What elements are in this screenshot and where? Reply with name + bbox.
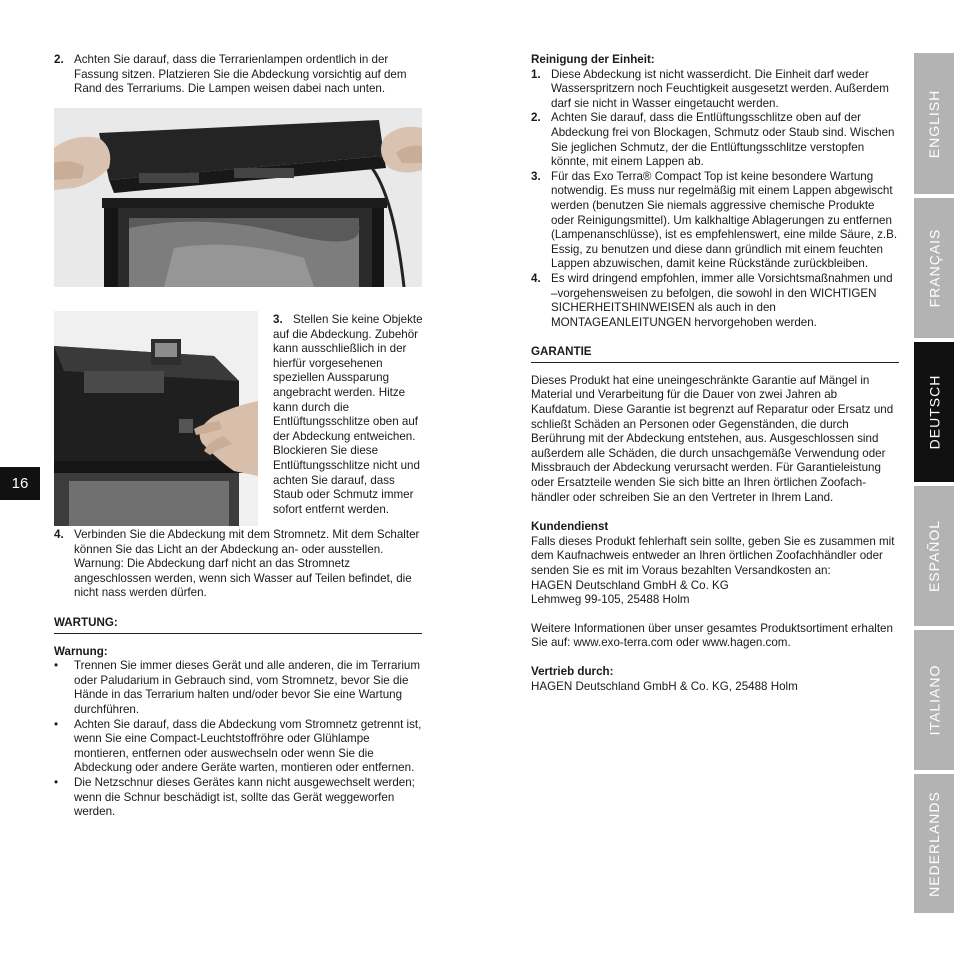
kundendienst-heading: Kundendienst	[531, 520, 609, 534]
bullet-text: Die Netzschnur dieses Gerätes kann nicht ausgewechselt werden; wenn die Schnur beschädigt ist, sollte das Gerät weggeworfen werden.	[74, 775, 415, 819]
item-number: 2.	[54, 53, 64, 66]
vertrieb-heading: Vertrieb durch:	[531, 664, 614, 678]
info-text: Weitere Informationen über unser gesamtes Produktsortiment erhalten Sie auf: www.exo-terra.com oder www.hagen.com.	[531, 621, 893, 650]
tab-english[interactable]	[914, 53, 954, 194]
tab-label: ESPAÑOL	[926, 519, 943, 593]
tab-italiano[interactable]	[914, 630, 954, 770]
item-text: Stellen Sie keine Objekte auf die Abdeckung. Zubehör kann ausschließlich in der hierfür vorgesehenen speziellen Aussparung angebracht werden. Hitze kann durch die Entlüftungsschlitze oben auf der Abdeckung entweichen. Blockieren Sie diese Entlüftungsschlitze nicht und achten Sie darauf, dass Staub oder Schmutz immer sofort entfernt werden.	[273, 313, 423, 516]
bullet-text: Achten Sie darauf, dass die Abdeckung vom Stromnetz getrennt ist, wenn Sie eine Compact-Leuchtstoffröhre oder Glühlampe montieren, entfernen oder auswechseln oder wenn Sie die Abdeckung oder andere Geräte warten, montieren oder entfernen.	[74, 717, 422, 775]
tab-francais[interactable]	[914, 198, 954, 338]
tab-label: DEUTSCH	[926, 374, 943, 450]
tab-label: FRANÇAIS	[926, 228, 943, 308]
item-text: Diese Abdeckung ist nicht wasserdicht. Die Einheit darf weder Wasserspritzern noch Feuchtigkeit ausgesetzt werden. Außerdem darf sie nicht in Wasser eingetaucht werden.	[551, 67, 889, 110]
item-number: 2.	[531, 111, 541, 125]
cleaning-item	[531, 111, 899, 169]
item-number: 3.	[531, 169, 541, 183]
instruction-item-2	[54, 53, 422, 97]
tab-label: NEDERLANDS	[926, 790, 943, 897]
tab-label: ENGLISH	[926, 89, 942, 158]
bullet-item	[54, 659, 422, 717]
bullet-symbol: •	[54, 775, 59, 789]
item-number: 4.	[531, 271, 541, 285]
item-number: 1.	[531, 67, 541, 81]
bullet-symbol: •	[54, 659, 59, 673]
tab-deutsch[interactable]	[914, 342, 954, 482]
page-number: 16	[0, 467, 40, 500]
vertrieb-text: HAGEN Deutschland GmbH & Co. KG, 25488 Holm	[531, 679, 798, 693]
item-text: Für das Exo Terra® Compact Top ist keine besondere Wartung notwendig. Es muss nur regelmäßig mit einem Lappen abgewischt werden (benutzen Sie niemals aggressive chemische Produkte oder Reinigungsmittel). Um kalkhaltige Ablagerungen zu entfernen (Lampenanschlüsse), ist es empfehlenswert, eine milde Säure, z.B. Essig, zu benutzen und diese dann gründlich mit einem feuchten Lappen abzuwischen, damit keine Rückstände zurückbleiben.	[551, 169, 898, 271]
bullet-symbol: •	[54, 717, 59, 731]
item-text: Es wird dringend empfohlen, immer alle Vorsichtsmaßnahmen und –vorgehensweisen zu befolgen, die sowohl in den WICHTIGEN SICHERHEITSHINWEISEN als auch in den MONTAGEANLEITUNGEN hervorgehoben werden.	[551, 271, 893, 329]
tab-nederlands[interactable]	[914, 774, 954, 913]
item-text: Achten Sie darauf, dass die Entlüftungsschlitze oben auf der Abdeckung frei von Blockagen, Schmutz oder Staub sind. Wischen Sie jeglichen Schmutz, der die Entlüftungsschlitze verstopfen könnte, mit einem Lappen ab.	[551, 111, 895, 169]
cover-switch-photo	[54, 311, 258, 526]
item-number: 3.	[273, 313, 283, 326]
bullet-item	[54, 718, 422, 776]
tab-espanol[interactable]	[914, 486, 954, 626]
cleaning-item	[531, 68, 899, 112]
language-tabs	[914, 53, 954, 913]
warnung-heading: Warnung:	[54, 644, 108, 658]
wartung-section	[54, 616, 422, 820]
address-line-1: HAGEN Deutschland GmbH & Co. KG	[531, 578, 729, 592]
right-column	[531, 53, 899, 694]
terrarium-cover-photo	[54, 108, 422, 287]
cleaning-item	[531, 170, 899, 272]
address-line-2: Lehmweg 99-105, 25488 Holm	[531, 593, 690, 607]
instruction-item-3	[273, 313, 423, 517]
tab-label: ITALIANO	[926, 664, 943, 736]
kundendienst-text: Falls dieses Produkt fehlerhaft sein sollte, geben Sie es zusammen mit dem Kaufnachweis entweder an Ihren örtlichen Zoofachhändler oder senden Sie es mit im Voraus bezahlten Versandkosten an:	[531, 534, 895, 577]
bullet-text: Trennen Sie immer dieses Gerät und alle anderen, die im Terrarium oder Paludarium in Gebrauch sind, vom Stromnetz, bevor Sie die Hände in das Terrarium halten und/oder bevor Sie eine Wartung durchführen.	[74, 659, 421, 716]
instruction-item-4	[54, 528, 422, 601]
item-text: Achten Sie darauf, dass die Terrarienlampen ordentlich in der Fassung sitzen. Platzieren Sie die Abdeckung vorsichtig auf dem Rand des Terrariums. Die Lampen weisen dabei nach unten.	[74, 53, 407, 96]
cleaning-item	[531, 272, 899, 330]
garantie-text: Dieses Produkt hat eine uneingeschränkte Garantie auf Mängel in Material und Verarbeitung für die Dauer von zwei Jahren ab Kaufdatum. Diese Garantie ist begrenzt auf Reparatur oder Ersatz und schließt Schäden an Personen oder Gegenständen, die durch Berührung mit der Abdeckung entstehen, aus. Ausgeschlossen sind außerdem alle Schäden, die durch unsachgemäße Verwendung oder Missbrauch der Abdeckung verursacht werden. Für Garantieleistung oder Ersatzteile wenden Sie sich bitte an Ihren örtlichen Zoofach-händler oder schreiben Sie an den Vertreter in Ihrem Land.	[531, 373, 894, 504]
wartung-heading: WARTUNG:	[54, 616, 422, 634]
left-column	[54, 53, 422, 97]
item-text: Verbinden Sie die Abdeckung mit dem Stromnetz. Mit dem Schalter können Sie das Licht an der Abdeckung an- oder ausstellen. Warnung: Die Abdeckung darf nicht an das Stromnetz angeschlossen werden, wenn sich Wasser auf Teilen befindet, die nicht nass werden dürfen.	[74, 528, 420, 600]
reinigung-heading: Reinigung der Einheit:	[531, 53, 655, 66]
bullet-item	[54, 776, 422, 820]
garantie-heading: GARANTIE	[531, 345, 899, 363]
item-number: 4.	[54, 528, 64, 541]
